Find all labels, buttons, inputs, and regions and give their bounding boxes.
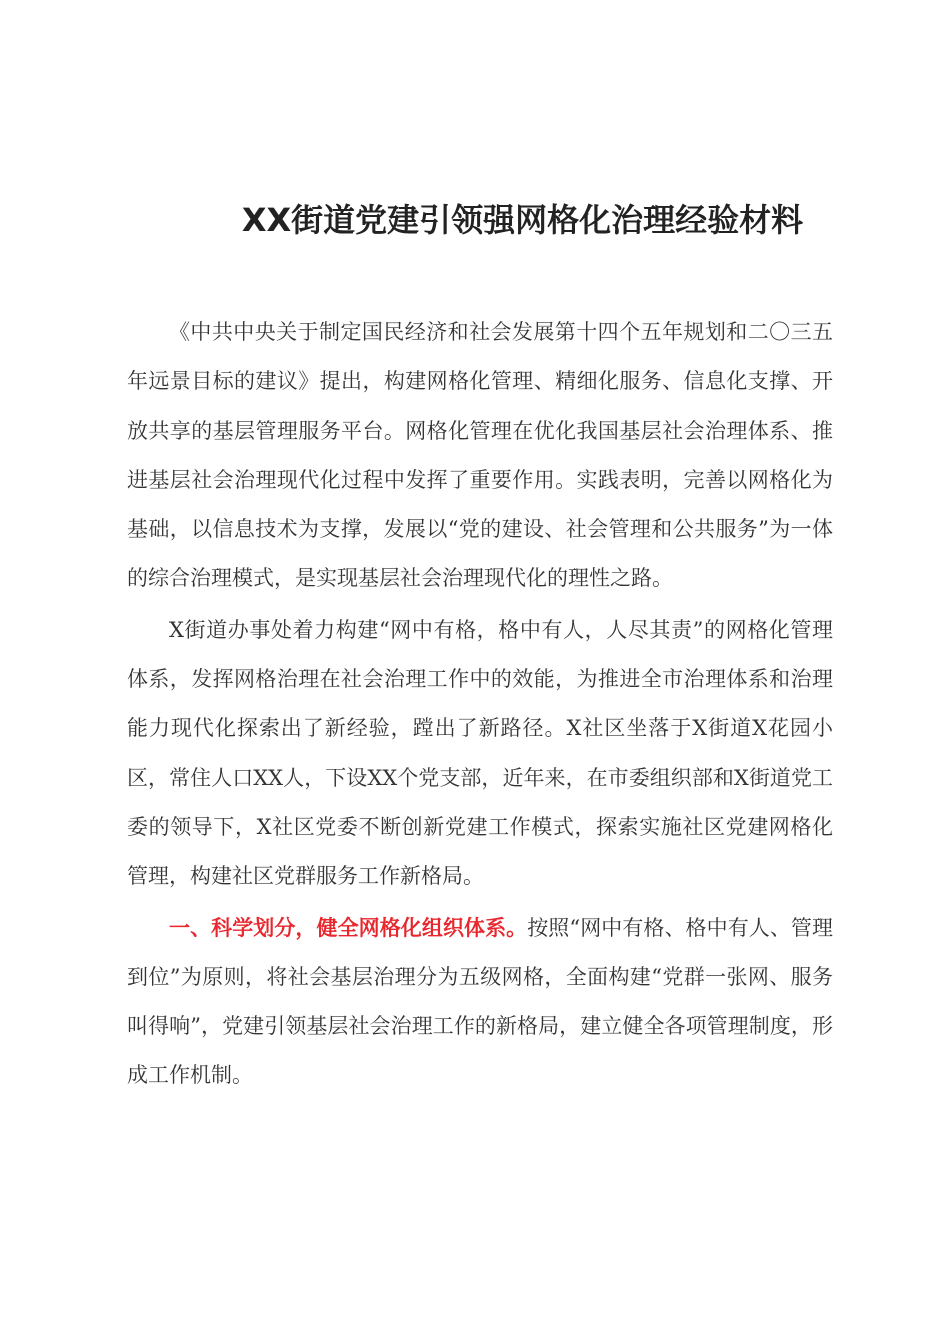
intro-paragraph: 《中共中央关于制定国民经济和社会发展第十四个五年规划和二〇三五年远景目标的建议》提出，构建网格化管理、精细化服务、信息化支撑、开放共享的基层管理服务平台。网格化管理在优化我国基层社会治理体系、推进基层社会治理现代化过程中发挥了重要作用。实践表明，完善以网格化为基础，以信息技术为支撑，发展以“党的建设、社会管理和公共服务”为一体的综合治理模式，是实现基层社会治理现代化的理性之路。 <box>127 320 833 591</box>
section-one-text: 按照“网中有格、格中有人、管理到位”为原则，将社会基层治理分为五级网格，全面构建“党群一张网、服务叫得响”，党建引领基层社会治理工作的新格局，建立健全各项管理制度，形成工作机制。 <box>127 915 833 1088</box>
street-overview-paragraph: X街道办事处着力构建“网中有格，格中有人，人尽其责”的网格化管理体系，发挥网格治理在社会治理工作中的效能，为推进全市治理体系和治理能力现代化探索出了新经验，蹚出了新路径。X社区坐落于X街道X花园小区，常住人口XX人，下设XX个党支部，近年来，在市委组织部和X街道党工委的领导下，X社区党委不断创新党建工作模式，探索实施社区党建网格化管理，构建社区党群服务工作新格局。 <box>127 617 833 889</box>
document-title: XX街道党建引领强网格化治理经验材料 <box>241 201 804 239</box>
document-body <box>127 308 833 1103</box>
section-one-heading: 一、科学划分，健全网格化组织体系。 <box>169 915 528 940</box>
section-one-paragraph <box>127 904 833 1101</box>
